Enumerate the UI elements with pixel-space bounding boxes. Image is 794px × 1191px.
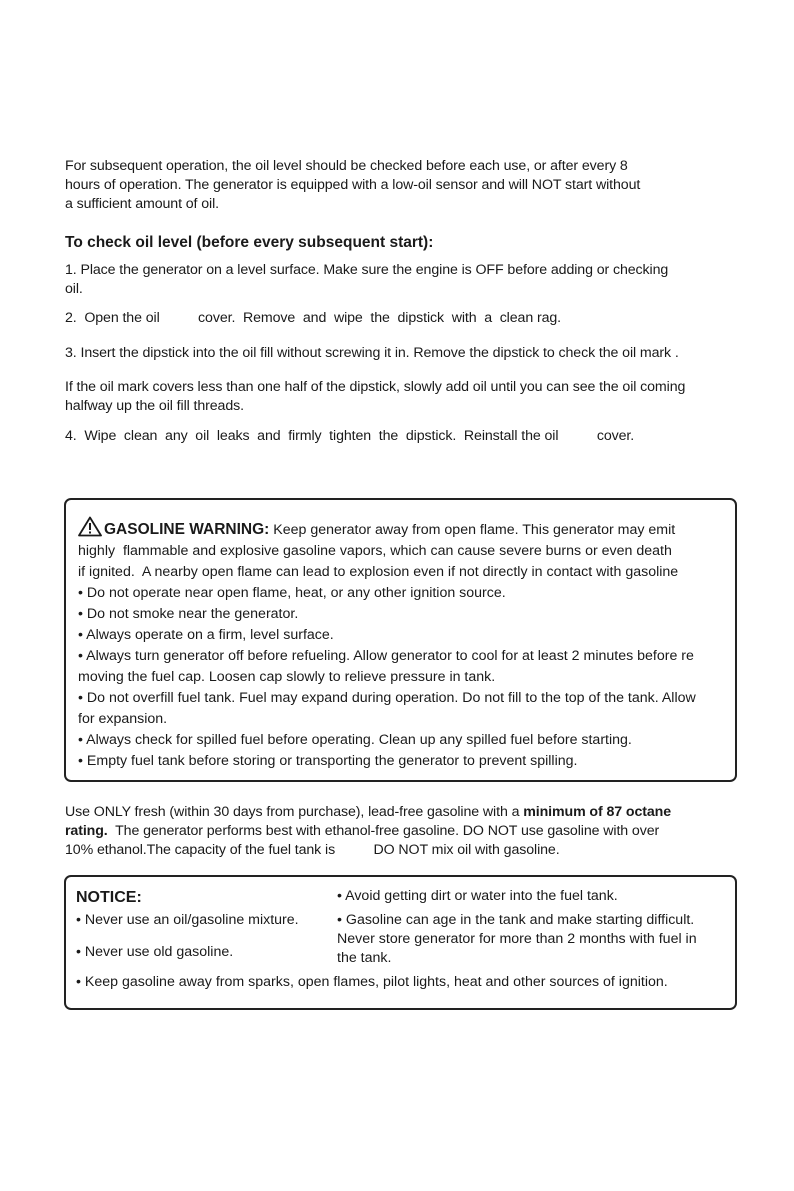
check-oil-heading: To check oil level (before every subsequent start): <box>65 234 434 251</box>
warning-line-1 <box>78 516 727 541</box>
notice-right-2-line-2: Never store generator for more than 2 months with fuel in <box>337 931 697 947</box>
warning-bullet-3: • Always operate on a firm, level surface. <box>78 627 334 643</box>
fuel-octane-bold: minimum of 87 octane <box>523 804 672 820</box>
oil-note-line-1: If the oil mark covers less than one half of the dipstick, slowly add oil until you can see the oil coming <box>65 379 686 395</box>
intro-line-1: For subsequent operation, the oil level should be checked before each use, or after every 8 <box>65 158 628 174</box>
warning-bullet-5-line-1: • Do not overfill fuel tank. Fuel may expand during operation. Do not fill to the top of the tank. Allow <box>78 690 696 706</box>
notice-left-1: • Never use an oil/gasoline mixture. <box>76 912 299 928</box>
warning-bullet-1: • Do not operate near open flame, heat, or any other ignition source. <box>78 585 506 601</box>
warning-title: GASOLINE WARNING: <box>104 521 270 538</box>
notice-right-2-line-1: • Gasoline can age in the tank and make starting difficult. <box>337 912 695 928</box>
warning-triangle-icon <box>78 516 102 537</box>
step-1-line-1: 1. Place the generator on a level surface. Make sure the engine is OFF before adding or checking <box>65 262 669 278</box>
warning-bullet-5-line-2: for expansion. <box>78 711 168 727</box>
gasoline-warning-box <box>64 498 737 782</box>
warning-bullet-2: • Do not smoke near the generator. <box>78 606 299 622</box>
intro-line-3: a sufficient amount of oil. <box>65 196 219 212</box>
fuel-line-1 <box>65 803 765 822</box>
step-4: 4. Wipe clean any oil leaks and firmly tighten the dipstick. Reinstall the oil cover. <box>65 428 635 444</box>
warning-bullet-7: • Empty fuel tank before storing or transporting the generator to prevent spilling. <box>78 753 578 769</box>
step-3: 3. Insert the dipstick into the oil fill without screwing it in. Remove the dipstick to check the oil mark . <box>65 345 679 361</box>
warning-bullet-4-line-1: • Always turn generator off before refueling. Allow generator to cool for at least 2 minutes before re <box>78 648 694 664</box>
warning-line-1-text: Keep generator away from open flame. This generator may emit <box>269 522 676 538</box>
fuel-line-3: 10% ethanol.The capacity of the fuel tank is DO NOT mix oil with gasoline. <box>65 842 560 858</box>
fuel-line-1-text: Use ONLY fresh (within 30 days from purchase), lead-free gasoline with a <box>65 804 524 820</box>
notice-left-2: • Never use old gasoline. <box>76 944 234 960</box>
notice-right-2-line-3: the tank. <box>337 950 392 966</box>
fuel-line-2-text: The generator performs best with ethanol-free gasoline. DO NOT use gasoline with over <box>107 823 660 839</box>
intro-line-2: hours of operation. The generator is equipped with a low-oil sensor and will NOT start without <box>65 177 641 193</box>
warning-bullet-4-line-2: moving the fuel cap. Loosen cap slowly to relieve pressure in tank. <box>78 669 496 685</box>
warning-line-3: if ignited. A nearby open flame can lead to explosion even if not directly in contact with gasoline <box>78 564 679 580</box>
warning-line-2: highly flammable and explosive gasoline vapors, which can cause severe burns or even death <box>78 543 672 559</box>
step-2: 2. Open the oil cover. Remove and wipe the dipstick with a clean rag. <box>65 310 561 326</box>
oil-note-line-2: halfway up the oil fill threads. <box>65 398 244 414</box>
notice-full-width: • Keep gasoline away from sparks, open flames, pilot lights, heat and other sources of ignition. <box>76 974 668 990</box>
notice-title: NOTICE: <box>76 889 142 906</box>
notice-box <box>64 875 737 1010</box>
warning-bullet-6: • Always check for spilled fuel before operating. Clean up any spilled fuel before starting. <box>78 732 632 748</box>
fuel-rating-bold: rating. <box>65 823 108 839</box>
notice-right-1: • Avoid getting dirt or water into the fuel tank. <box>337 888 618 904</box>
step-1-line-2: oil. <box>65 281 83 297</box>
fuel-line-2 <box>65 822 745 841</box>
